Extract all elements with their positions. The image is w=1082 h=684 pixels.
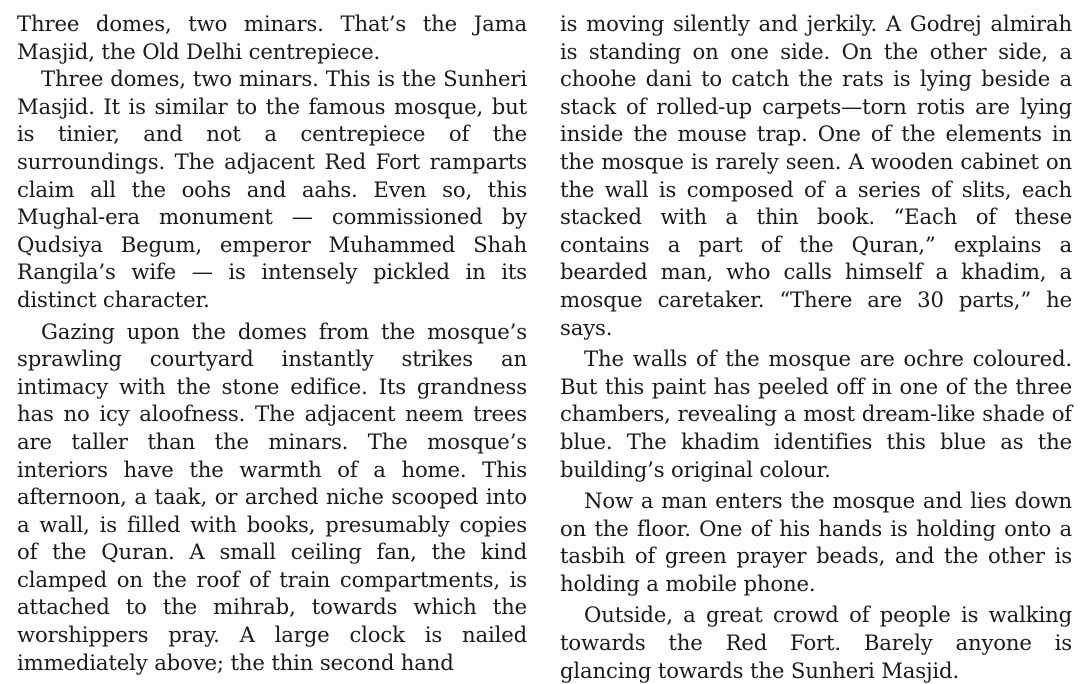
paragraph-3: Gazing upon the domes from the mosque’s sprawling courtyard instantly strikes an intimacy with the stone edifice. Its grandness has no icy aloofness. The adjacent neem trees are taller than the minars. The mosque’s interiors have the warmth of a home. This afternoon, a taak, or arched niche scooped into a wall, is filled with books, presumably copies of the Quran. A small ceiling fan, the kind clamped on the roof of train compartments, is attached to the mihrab, towards which the worshippers pray. A large clock is nailed immediately above; the thin second hand (17, 318, 527, 675)
paragraph-4: The walls of the mosque are ochre coloured. But this paint has peeled off in one of the three chambers, revealing a most dream-like shade of blue. The khadim identifies this blue as the building’s original colour. (560, 346, 1072, 482)
paragraph-1: Three domes, two minars. That’s the Jama Masjid, the Old Delhi centrepiece. (17, 11, 527, 64)
article-column-right (560, 10, 1072, 684)
paragraph-3-continued: is moving silently and jerkily. A Godrej almirah is standing on one side. On the other side, a choohe dani to catch the rats is lying beside a stack of rolled-up carpets—torn rotis are lying inside the mouse trap. One of the elements in the mosque is rarely seen. A wooden cabinet on the wall is composed of a series of slits, each stacked with a thin book. “Each of these contains a part of the Quran,” explains a bearded man, who calls himself a khadim, a mosque caretaker. “There are 30 parts,” he says. (560, 11, 1072, 340)
article-column-left (17, 10, 527, 676)
paragraph-5: Now a man enters the mosque and lies down on the floor. One of his hands is holding onto a tasbih of green prayer beads, and the other is holding a mobile phone. (560, 488, 1072, 596)
paragraph-2: Three domes, two minars. This is the Sunheri Masjid. It is similar to the famous mosque, but is tinier, and not a centrepiece of the surroundings. The adjacent Red Fort ramparts claim all the oohs and aahs. Even so, this Mughal-era monument — commissioned by Qudsiya Begum, emperor Muhammed Shah Rangila’s wife — is intensely pickled in its distinct character. (17, 66, 527, 312)
paragraph-6: Outside, a great crowd of people is walking towards the Red Fort. Barely anyone is glancing towards the Sunheri Masjid. (560, 602, 1072, 683)
